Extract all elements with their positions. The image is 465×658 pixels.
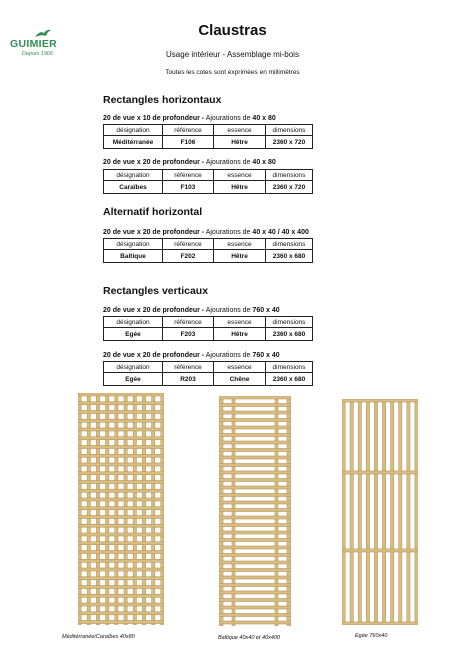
column-header: essence	[214, 239, 266, 250]
lattice-slat-horizontal	[219, 606, 291, 609]
lattice-slat-horizontal	[78, 516, 164, 519]
lattice-slat-horizontal	[219, 494, 291, 497]
product-table	[103, 124, 313, 149]
cell-essence: Hêtre	[214, 328, 266, 341]
lattice-slat-horizontal	[219, 584, 291, 587]
lattice-slat-horizontal	[78, 402, 164, 405]
spec-value: 40 x 40 / 40 x 400	[252, 229, 309, 236]
spec-dimensions: 20 de vue x 10 de profondeur -	[103, 115, 205, 122]
cell-dimensions: 2360 x 680	[266, 250, 313, 263]
lattice-slat-horizontal	[219, 599, 291, 602]
cell-dimensions: 2360 x 680	[266, 373, 313, 386]
lattice-slat-horizontal	[78, 393, 164, 396]
lattice-slat-horizontal	[219, 464, 291, 467]
cell-designation: Méditérranée	[104, 136, 163, 149]
lattice-slat-horizontal	[219, 569, 291, 572]
lattice-slat-horizontal	[78, 524, 164, 527]
lattice-slat-horizontal	[219, 434, 291, 437]
lattice-slat-horizontal	[78, 454, 164, 457]
lattice-slat-horizontal	[78, 428, 164, 431]
product-spec	[103, 229, 309, 236]
lattice-vertical-image	[342, 399, 418, 625]
lattice-slat-vertical	[399, 399, 402, 625]
lattice-slat-horizontal	[219, 479, 291, 482]
lattice-slat-horizontal	[219, 404, 291, 407]
spec-dimensions: 20 de vue x 20 de profondeur -	[103, 229, 205, 236]
lattice-rail-horizontal	[342, 622, 418, 625]
product-image-baltique	[219, 396, 291, 631]
cell-designation: Egée	[104, 328, 163, 341]
table-row	[104, 328, 313, 341]
spec-label: Ajourations de	[205, 159, 251, 166]
cell-essence: Hêtre	[214, 181, 266, 194]
product-table	[103, 316, 313, 341]
product-spec	[103, 307, 280, 314]
column-header: dimensions	[266, 362, 313, 373]
lattice-slat-vertical	[407, 399, 410, 625]
lattice-slat-horizontal	[78, 533, 164, 536]
lattice-slat-horizontal	[78, 594, 164, 597]
lattice-slat-horizontal	[78, 542, 164, 545]
lattice-slat-horizontal	[219, 539, 291, 542]
lattice-slat-vertical	[383, 399, 386, 625]
product-image-mediterranee-caraibes	[78, 393, 164, 630]
spec-label: Ajourations de	[205, 115, 251, 122]
lattice-slat-horizontal	[219, 591, 291, 594]
product-table	[103, 169, 313, 194]
table-row	[104, 136, 313, 149]
lattice-slat-horizontal	[219, 449, 291, 452]
lattice-slat-vertical	[374, 399, 377, 625]
lattice-slat-horizontal	[219, 396, 291, 399]
table-header-row	[104, 170, 313, 181]
lattice-slat-horizontal	[78, 577, 164, 580]
lattice-rail-horizontal	[342, 399, 418, 402]
column-header: dimensions	[266, 317, 313, 328]
lattice-grid-image	[78, 393, 164, 625]
lattice-rail-horizontal	[342, 471, 418, 474]
cell-dimensions: 2360 x 720	[266, 136, 313, 149]
spec-value: 40 x 80	[252, 115, 276, 122]
spec-label: Ajourations de	[205, 352, 251, 359]
lattice-slat-horizontal	[78, 612, 164, 615]
lattice-slat-horizontal	[219, 441, 291, 444]
column-header: référence	[163, 125, 214, 136]
lattice-horizontal-image	[219, 396, 291, 626]
lattice-slat-horizontal	[219, 524, 291, 527]
section-title-rectangles-horizontaux: Rectangles horizontaux	[103, 94, 222, 106]
units-note: Toutes les cotes sont exprimées en millimètres	[165, 69, 300, 76]
cell-reference: F202	[163, 250, 214, 263]
section-title-rectangles-verticaux: Rectangles verticaux	[103, 285, 209, 297]
logo-tagline: Depuis 1906	[22, 51, 53, 57]
spec-dimensions: 20 de vue x 20 de profondeur -	[103, 352, 205, 359]
cell-essence: Hêtre	[214, 136, 266, 149]
product-spec	[103, 115, 276, 122]
lattice-slat-horizontal	[78, 498, 164, 501]
column-header: désignation	[104, 239, 163, 250]
column-header: désignation	[104, 362, 163, 373]
lattice-slat-horizontal	[78, 463, 164, 466]
image-caption: Méditérranée/Caraïbes 40x80	[62, 634, 135, 640]
column-header: référence	[163, 362, 214, 373]
spec-value: 760 x 40	[252, 307, 280, 314]
column-header: référence	[163, 317, 214, 328]
table-row	[104, 373, 313, 386]
lattice-slat-horizontal	[219, 509, 291, 512]
lattice-slat-horizontal	[219, 576, 291, 579]
lattice-slat-horizontal	[78, 603, 164, 606]
table-row	[104, 181, 313, 194]
column-header: désignation	[104, 125, 163, 136]
lattice-slat-horizontal	[219, 546, 291, 549]
lattice-slat-horizontal	[219, 561, 291, 564]
lattice-slat-horizontal	[219, 621, 291, 624]
column-header: essence	[214, 125, 266, 136]
lattice-slat-horizontal	[219, 419, 291, 422]
page-subtitle: Usage intérieur - Assemblage mi-bois	[166, 50, 299, 59]
lattice-slat-horizontal	[219, 471, 291, 474]
lattice-slat-vertical	[342, 399, 345, 625]
lattice-slat-vertical	[350, 399, 353, 625]
column-header: référence	[163, 239, 214, 250]
lattice-slat-horizontal	[78, 507, 164, 510]
column-header: dimensions	[266, 170, 313, 181]
product-image-egee	[342, 399, 418, 630]
column-header: désignation	[104, 170, 163, 181]
spec-dimensions: 20 de vue x 20 de profondeur -	[103, 307, 205, 314]
cell-designation: Caraïbes	[104, 181, 163, 194]
image-caption: Baltique 40x40 et 40x400	[218, 635, 281, 641]
cell-essence: Hêtre	[214, 250, 266, 263]
lattice-slat-horizontal	[219, 614, 291, 617]
lattice-slat-horizontal	[78, 586, 164, 589]
column-header: référence	[163, 170, 214, 181]
logo-name: GUIMIER	[10, 38, 58, 50]
lattice-slat-horizontal	[219, 516, 291, 519]
column-header: essence	[214, 362, 266, 373]
cell-reference: F203	[163, 328, 214, 341]
lattice-slat-horizontal	[78, 559, 164, 562]
section-title-alternatif-horizontal: Alternatif horizontal	[103, 206, 203, 218]
lattice-slat-vertical	[358, 399, 361, 625]
lattice-slat-horizontal	[78, 437, 164, 440]
product-spec	[103, 159, 276, 166]
cell-dimensions: 2360 x 720	[266, 181, 313, 194]
spec-label: Ajourations de	[205, 307, 251, 314]
column-header: essence	[214, 317, 266, 328]
lattice-rail-horizontal	[342, 549, 418, 552]
table-header-row	[104, 362, 313, 373]
lattice-slat-horizontal	[219, 554, 291, 557]
page-title: Claustras	[198, 22, 267, 39]
lattice-slat-vertical	[415, 399, 418, 625]
lattice-slat-horizontal	[78, 568, 164, 571]
lattice-slat-horizontal	[219, 426, 291, 429]
lattice-slat-horizontal	[78, 621, 164, 624]
lattice-slat-horizontal	[219, 531, 291, 534]
lattice-slat-horizontal	[219, 456, 291, 459]
product-spec	[103, 352, 280, 359]
lattice-slat-horizontal	[219, 486, 291, 489]
lattice-slat-horizontal	[78, 551, 164, 554]
lattice-slat-horizontal	[78, 481, 164, 484]
lattice-slat-horizontal	[219, 501, 291, 504]
table-row	[104, 250, 313, 263]
lattice-slat-horizontal	[78, 472, 164, 475]
lattice-slat-horizontal	[78, 489, 164, 492]
spec-label: Ajourations de	[205, 229, 251, 236]
cell-dimensions: 2360 x 680	[266, 328, 313, 341]
image-caption: Egée 760x40	[355, 633, 388, 639]
column-header: désignation	[104, 317, 163, 328]
lattice-slat-horizontal	[78, 411, 164, 414]
cell-essence: Chêne	[214, 373, 266, 386]
table-header-row	[104, 239, 313, 250]
column-header: dimensions	[266, 239, 313, 250]
table-header-row	[104, 317, 313, 328]
product-table	[103, 361, 313, 386]
product-table	[103, 238, 313, 263]
lattice-slat-vertical	[391, 399, 394, 625]
lattice-slat-vertical	[366, 399, 369, 625]
spec-value: 760 x 40	[252, 352, 280, 359]
column-header: essence	[214, 170, 266, 181]
column-header: dimensions	[266, 125, 313, 136]
spec-value: 40 x 80	[252, 159, 276, 166]
table-header-row	[104, 125, 313, 136]
cell-reference: F106	[163, 136, 214, 149]
lattice-slat-horizontal	[219, 411, 291, 414]
cell-reference: R203	[163, 373, 214, 386]
lattice-slat-horizontal	[78, 446, 164, 449]
spec-dimensions: 20 de vue x 20 de profondeur -	[103, 159, 205, 166]
cell-designation: Egée	[104, 373, 163, 386]
cell-reference: F103	[163, 181, 214, 194]
cell-designation: Baltique	[104, 250, 163, 263]
lattice-slat-horizontal	[78, 419, 164, 422]
